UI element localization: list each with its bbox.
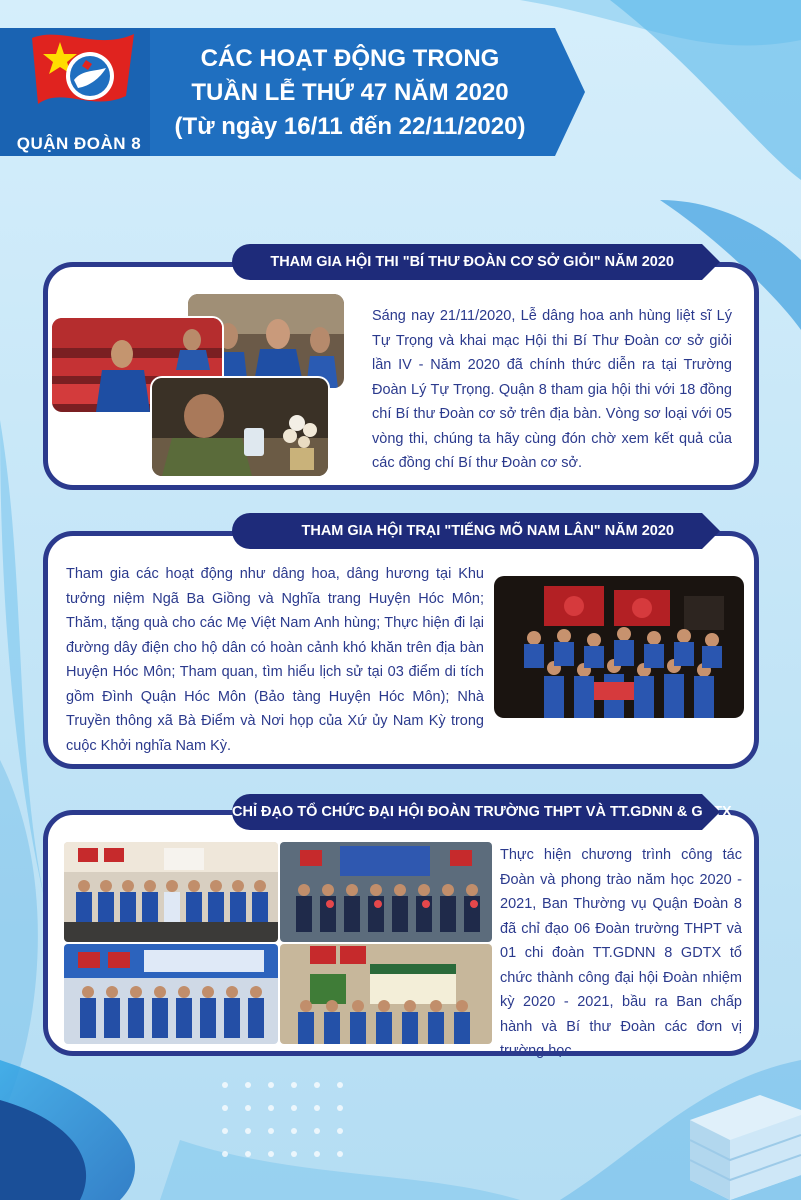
section-3-photo-congress-1 — [64, 842, 278, 942]
title-line-1: CÁC HOẠT ĐỘNG TRONG — [200, 45, 500, 72]
section-1-text: Sáng nay 21/11/2020, Lễ dâng hoa anh hùng liệt sĩ Lý Tự Trọng và khai mạc Hội thi Bí Thư Đoàn cơ sở giỏi lần IV - Năm 2020 đã chính thức diễn ra tại Trường Đoàn Lý Tự Trọng. Quận 8 tham gia hội thi với 18 đồng chí Bí thư Đoàn cơ sở trên địa bàn. Vòng sơ loại với 05 vòng thi, chúng ta hãy cùng đón chờ xem kết quả của các đồng chí Bí thư Đoàn cơ sở. — [372, 308, 732, 471]
title-line-3: (Từ ngày 16/11 đến 22/11/2020) — [174, 113, 526, 140]
section-3-photo-congress-4 — [280, 944, 492, 1044]
section-2-photo-camp-group — [494, 576, 744, 718]
section-2-text: Tham gia các hoạt động như dâng hoa, dâng hương tại Khu tưởng niệm Ngã Ba Giồng và Nghĩa trang Huyện Hóc Môn; Thăm, tặng quà cho các Mẹ Việt Nam Anh hùng; Thực hiện đi lại đường dây điện cho hộ dân có hoàn cảnh khó khăn trên địa bàn Huyện Hóc Môn; Tham quan, tìm hiểu lịch sử tại 03 điểm di tích gồm Đình Quận Hóc Môn (Bảo tàng Huyện Hóc Môn); Nhà Truyền thông xã Bà Điểm và Nơi họp của Xứ ủy Nam Kỳ trong cuộc Khởi nghĩa Nam Kỳ. — [66, 566, 484, 754]
youth-union-logo — [22, 26, 142, 116]
page-title — [140, 42, 560, 144]
section-3-tag: CHỈ ĐẠO TỔ CHỨC ĐẠI HỘI ĐOÀN TRƯỜNG THPT VÀ TT.GDNN & GDTX — [232, 794, 702, 830]
section-2-tag: THAM GIA HỘI TRẠI "TIẾNG MÕ NAM LÂN" NĂM 2020 — [232, 513, 702, 549]
title-line-2: TUẦN LỄ THỨ 47 NĂM 2020 — [191, 79, 509, 106]
section-3-photo-congress-3 — [64, 944, 278, 1044]
section-1-photo-phone-flowers — [152, 378, 328, 476]
section-3-photo-congress-2 — [280, 842, 492, 942]
org-label: QUẬN ĐOÀN 8 — [16, 134, 142, 153]
section-3-text: Thực hiện chương trình công tác Đoàn và phong trào năm học 2020 - 2021, Ban Thường vụ Quận Đoàn 8 đã chỉ đạo 06 Đoàn trường THPT và 01 chi đoàn TT.GDNN 8 GDTX tổ chức thành công đại hội Đoàn nhiệm kỳ 2020 - 2021, bầu ra Ban chấp hành và Bí thư Đoàn các đơn vị trường học. — [500, 847, 742, 1059]
section-1-tag: THAM GIA HỘI THI "BÍ THƯ ĐOÀN CƠ SỞ GIỎI" NĂM 2020 — [232, 244, 702, 280]
